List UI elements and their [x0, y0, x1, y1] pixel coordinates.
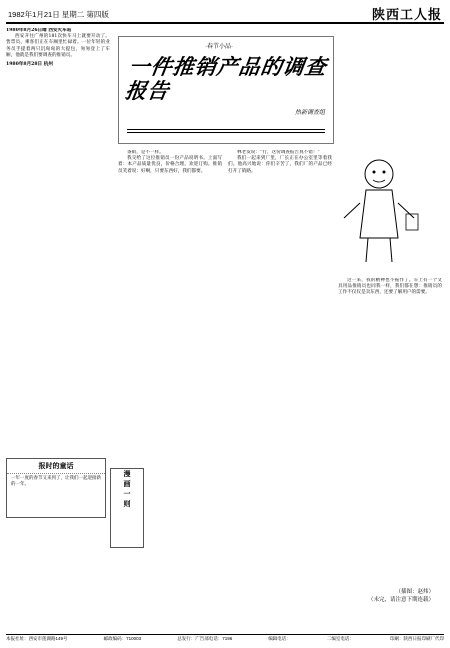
masthead — [6, 4, 444, 24]
footer-phone-1: 编辑电话： — [268, 636, 291, 641]
illustration-credit: （插图：赵炜） — [395, 589, 434, 595]
issue-date: 1982年1月21日 星期二 第四版 — [8, 10, 109, 19]
footer-phone-2: 二编室电话： — [326, 636, 354, 641]
continued-note: （未完，请注意下期连载） — [367, 597, 434, 603]
vertical-char: 则 — [123, 499, 131, 508]
feature-kicker: ·春节小品· — [205, 44, 233, 50]
column-1-text: 西安开往广州的181次快车马上就要开动了。售票员、乘客们正在车厢里忙碌着。一位年轻的业务员手提着两只沉甸甸的大提包，匆匆登上了车厢，他就是我们要调查的推销员。 — [6, 34, 110, 58]
sidebar-box — [6, 458, 106, 518]
footer-post: 邮政编码：710003 — [103, 636, 142, 641]
column-1 — [6, 28, 110, 448]
vertical-char: 画 — [123, 479, 131, 488]
column-1-subhead: 1980年8月28日 杭州 — [6, 62, 53, 68]
vertical-char: 一 — [123, 489, 131, 498]
column-3-text: 我们一起来到厂里，厂长正在办公室里等着我们。他高兴地说：你们辛苦了，我们厂的产品已经打开了销路。 — [228, 156, 332, 174]
column-3-lead: 林老发说：“行，这份调查报告真不错！” — [237, 150, 320, 155]
vertical-char: 漫 — [123, 469, 131, 478]
signoff — [368, 588, 434, 604]
footer-print: 印刷：陕西日报印刷厂代印 — [389, 636, 444, 641]
column-4-text: 这一来，我的精神也不振作了。车上有一个文具用品推销员也同我一样，我们都在想：推销员的工作不仅仅是卖东西，还要了解用户的需要。 — [338, 278, 442, 296]
column-1-lead: 1980年8月26日晴 西安火车站 — [6, 28, 72, 33]
title-underline — [127, 129, 325, 133]
sidebar-text: 一年一度的春节又来到了，让我们一起迎接新的一年。 — [11, 476, 101, 487]
vertical-caption-box — [110, 468, 144, 548]
column-4 — [338, 278, 442, 578]
feature-byline: 热新调查组 — [294, 109, 325, 116]
footer-address: 本报社址：西安市莲湖路149号 — [6, 636, 68, 641]
cartoon-illustration — [336, 148, 422, 268]
feature-title: 一件推销产品的调查报告 — [123, 54, 329, 103]
sidebar-title: 报时的童话 — [7, 459, 105, 474]
column-2 — [118, 150, 222, 628]
headline-box — [118, 36, 334, 144]
column-3 — [228, 150, 332, 628]
footer-dept: 总发行：广告部电话：7196 — [177, 636, 233, 641]
column-2-text: 我交给了这位推销员一份产品说明书。上面写着：本产品质量优良，价格合理，欢迎订购。推销员笑着说：好啊，只要东西好，我们都要。 — [118, 156, 222, 174]
newspaper-logo: 陕西工人报 — [371, 8, 442, 23]
column-2-lead: 条街，是不一样。 — [127, 150, 164, 155]
footer — [6, 634, 444, 644]
page-body — [6, 28, 444, 632]
